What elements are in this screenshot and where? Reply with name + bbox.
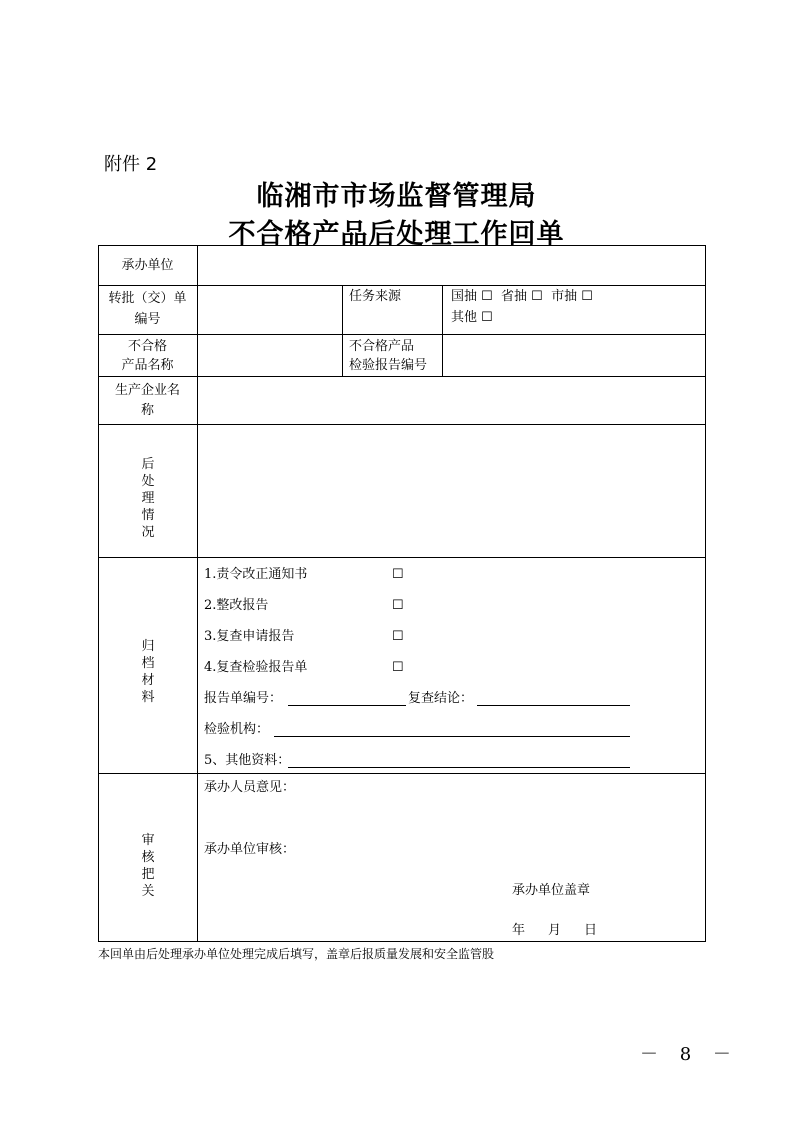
archive-item-4-checkbox[interactable]: ☐ (392, 660, 404, 675)
label-other-materials: 5、其他资料： (204, 753, 291, 768)
label-date-month: 月 (548, 923, 562, 938)
label-date-year: 年 (512, 923, 526, 938)
label-unit-seal: 承办单位盖章 (512, 883, 591, 898)
label-product-name-2: 产品名称 (121, 358, 174, 373)
label-transfer-no-1: 转批（交）单 (108, 291, 187, 306)
field-other-materials[interactable] (288, 753, 630, 768)
archive-item-4-label: 4.复查检验报告单 (204, 660, 308, 675)
archive-item-1-checkbox[interactable]: ☐ (392, 567, 404, 582)
field-report-no[interactable] (444, 336, 704, 375)
task-source-options-2[interactable]: 其他 ☐ (451, 310, 493, 325)
label-undertaking-unit: 承办单位 (121, 258, 174, 273)
label-archive-materials: 归 档 材 料 (141, 639, 155, 705)
archive-item-2-checkbox[interactable]: ☐ (392, 598, 404, 613)
label-unit-review: 承办单位审核： (204, 842, 296, 857)
task-source-options-1[interactable]: 国抽 ☐ 省抽 ☐ 市抽 ☐ (451, 289, 593, 304)
label-post-processing: 后 处 理 情 况 (141, 457, 155, 540)
field-product-name[interactable] (199, 336, 341, 375)
field-undertaking-unit[interactable] (199, 247, 704, 284)
attachment-label: 附件 2 (104, 154, 158, 175)
label-report-sheet-no: 报告单编号： (204, 691, 283, 706)
label-transfer-no-2: 编号 (134, 312, 161, 327)
archive-item-2-label: 2.整改报告 (204, 598, 269, 613)
label-manufacturer-2: 称 (140, 403, 154, 418)
label-review: 审 核 把 关 (141, 833, 155, 899)
field-post-processing[interactable] (199, 426, 704, 556)
label-product-name-1: 不合格 (127, 339, 167, 354)
field-transfer-no[interactable] (199, 287, 341, 333)
field-recheck-conclusion[interactable] (477, 691, 630, 706)
field-manufacturer[interactable] (199, 378, 704, 423)
page-number: － 8 － (640, 1044, 739, 1065)
label-inspection-org: 检验机构： (204, 722, 270, 737)
field-inspection-org[interactable] (274, 722, 630, 737)
field-report-sheet-no[interactable] (288, 691, 406, 706)
label-date-day: 日 (584, 923, 598, 938)
label-report-no-1: 不合格产品 (349, 339, 415, 354)
label-report-no-2: 检验报告编号 (349, 358, 428, 373)
title-line-2: 不合格产品后处理工作回单 (228, 219, 565, 250)
label-staff-opinion: 承办人员意见： (204, 780, 296, 795)
archive-item-3-checkbox[interactable]: ☐ (392, 629, 404, 644)
archive-item-3-label: 3.复查申请报告 (204, 629, 295, 644)
title-line-1: 临湘市市场监督管理局 (256, 181, 537, 212)
label-task-source: 任务来源 (349, 289, 402, 304)
archive-item-1-label: 1.责令改正通知书 (204, 567, 308, 582)
label-manufacturer-1: 生产企业名 (114, 383, 180, 398)
footnote: 本回单由后处理承办单位处理完成后填写，盖章后报质量发展和安全监管股 (98, 947, 495, 961)
label-recheck-conclusion: 复查结论： (408, 691, 474, 706)
